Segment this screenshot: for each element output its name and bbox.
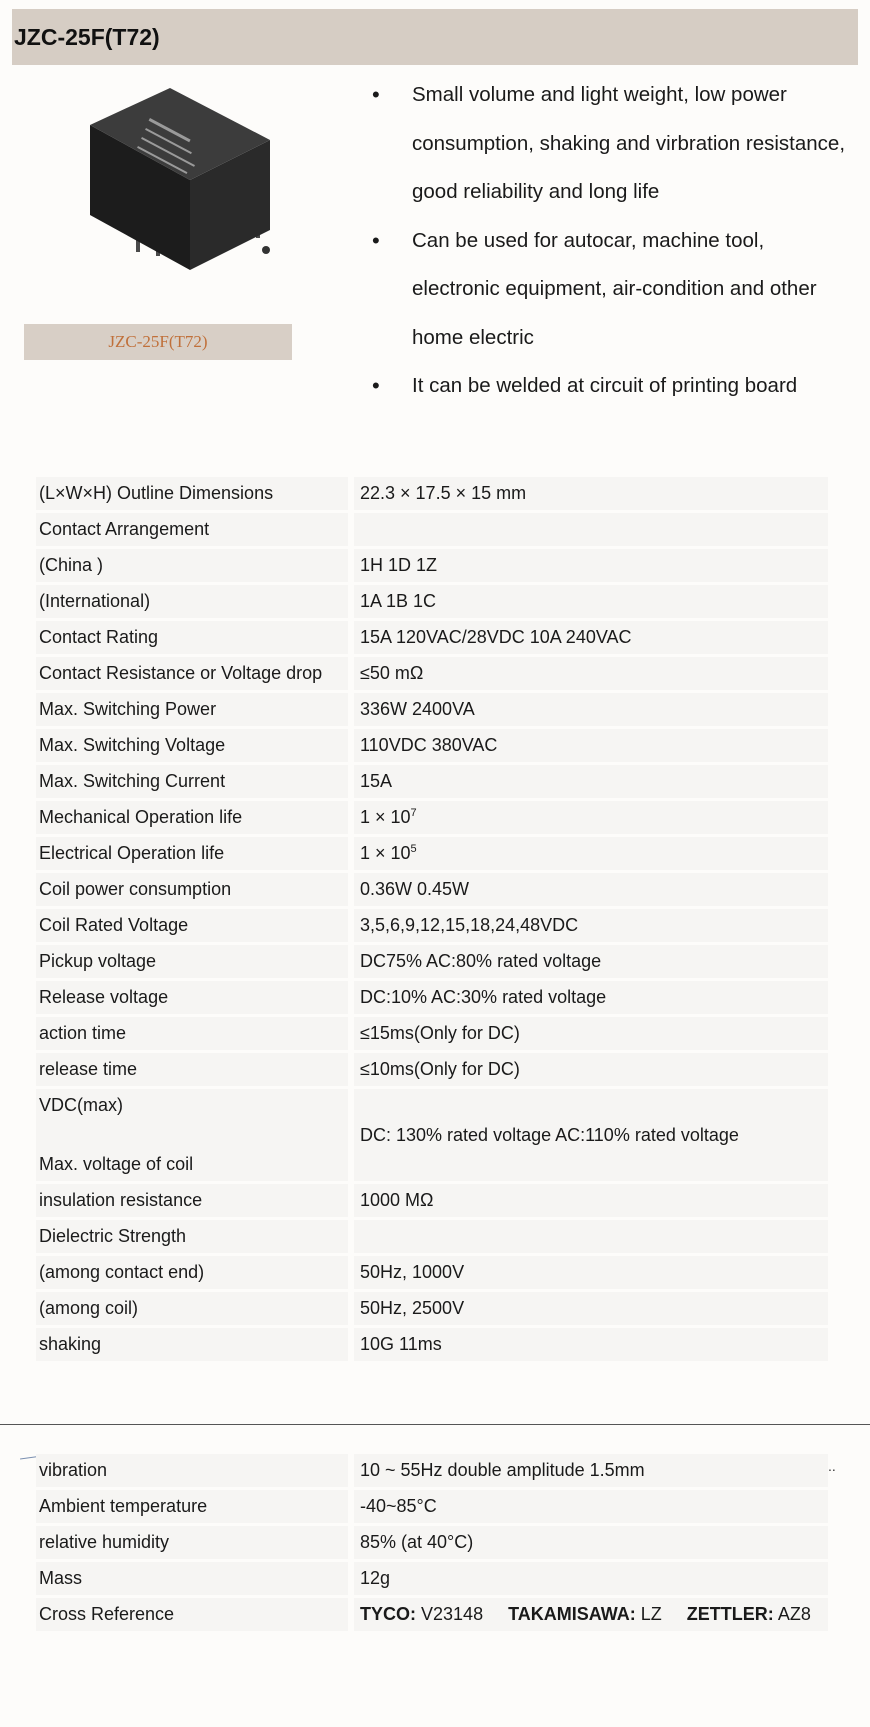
spec-value: -40~85°C	[348, 1490, 828, 1523]
table-row	[36, 1256, 828, 1289]
relay-dot	[262, 246, 270, 254]
table-row	[36, 1598, 828, 1631]
cross-reference-value	[348, 1598, 828, 1631]
spec-label: (L×W×H) Outline Dimensions	[36, 477, 348, 510]
spec-value: 1000 MΩ	[348, 1184, 828, 1217]
feature-item: • Small volume and light weight, low power consumption, shaking and virbration resistance, good reliability and long life	[370, 71, 850, 217]
xref-part: AZ8	[777, 1604, 811, 1624]
value-exponent: 5	[410, 843, 417, 855]
spec-value: 15A	[348, 765, 828, 798]
spec-table-bottom	[36, 1451, 828, 1634]
table-row	[36, 981, 828, 1014]
spec-value: 85% (at 40°C)	[348, 1526, 828, 1559]
spec-label: Electrical Operation life	[36, 837, 348, 870]
feature-list	[370, 71, 850, 411]
xref-part: V23148	[421, 1604, 484, 1624]
table-row	[36, 1089, 828, 1181]
spec-label: insulation resistance	[36, 1184, 348, 1217]
spec-label: action time	[36, 1017, 348, 1050]
spec-value: 3,5,6,9,12,15,18,24,48VDC	[348, 909, 828, 942]
spec-label: Max. Switching Voltage	[36, 729, 348, 762]
spec-value: 336W 2400VA	[348, 693, 828, 726]
table-row	[36, 1328, 828, 1361]
spec-label: Contact Resistance or Voltage drop	[36, 657, 348, 690]
value-base: 1 × 10	[360, 843, 411, 863]
spec-label: vibration	[36, 1454, 348, 1487]
table-row	[36, 729, 828, 762]
table-row	[36, 549, 828, 582]
spec-label: shaking	[36, 1328, 348, 1361]
spec-label: Coil power consumption	[36, 873, 348, 906]
spec-label	[36, 1089, 348, 1181]
value-base: 1 × 10	[360, 807, 411, 827]
spec-value: 10 ~ 55Hz double amplitude 1.5mm	[348, 1454, 828, 1487]
spec-value: DC: 130% rated voltage AC:110% rated voltage	[348, 1089, 828, 1181]
table-row	[36, 657, 828, 690]
spec-label: (International)	[36, 585, 348, 618]
spec-label: Mechanical Operation life	[36, 801, 348, 834]
spec-value: 1H 1D 1Z	[348, 549, 828, 582]
xref-brand: TAKAMISAWA:	[508, 1604, 636, 1624]
spec-label-line: VDC(max)	[39, 1095, 123, 1115]
xref-brand: TYCO:	[360, 1604, 416, 1624]
table-row	[36, 873, 828, 906]
spec-label: Max. Switching Current	[36, 765, 348, 798]
spec-value: 10G 11ms	[348, 1328, 828, 1361]
spec-label: (among contact end)	[36, 1256, 348, 1289]
spec-label: Contact Arrangement	[36, 513, 348, 546]
feature-item: • It can be welded at circuit of printing board	[370, 362, 850, 411]
page-divider	[0, 1424, 870, 1425]
spec-value: 12g	[348, 1562, 828, 1595]
spec-label: Release voltage	[36, 981, 348, 1014]
table-row	[36, 1184, 828, 1217]
spec-label: Cross Reference	[36, 1598, 348, 1631]
table-row	[36, 621, 828, 654]
table-row	[36, 945, 828, 978]
spec-value: ≤50 mΩ	[348, 657, 828, 690]
spec-label-line: Max. voltage of coil	[39, 1154, 194, 1174]
spec-value: 15A 120VAC/28VDC 10A 240VAC	[348, 621, 828, 654]
spec-value: DC75% AC:80% rated voltage	[348, 945, 828, 978]
spec-label: Contact Rating	[36, 621, 348, 654]
spec-value: ≤10ms(Only for DC)	[348, 1053, 828, 1086]
value-exponent: 7	[410, 807, 417, 819]
stray-dots: ..	[828, 1458, 836, 1474]
spec-value	[348, 837, 828, 870]
spec-value	[348, 513, 828, 546]
table-row	[36, 909, 828, 942]
title-bar	[12, 9, 858, 65]
page-title: JZC-25F(T72)	[14, 23, 160, 50]
spec-value	[348, 1220, 828, 1253]
table-row	[36, 1526, 828, 1559]
table-row	[36, 1454, 828, 1487]
spec-label: (among coil)	[36, 1292, 348, 1325]
spec-value: 0.36W 0.45W	[348, 873, 828, 906]
spec-label: Pickup voltage	[36, 945, 348, 978]
relay-image	[80, 80, 310, 290]
table-row	[36, 837, 828, 870]
image-caption: JZC-25F(T72)	[24, 324, 292, 360]
spec-value: 110VDC 380VAC	[348, 729, 828, 762]
xref-part: LZ	[640, 1604, 662, 1624]
spec-value: 50Hz, 1000V	[348, 1256, 828, 1289]
spec-label: Max. Switching Power	[36, 693, 348, 726]
spec-label: Ambient temperature	[36, 1490, 348, 1523]
split-label	[39, 1089, 345, 1181]
spec-label: Dielectric Strength	[36, 1220, 348, 1253]
spec-value	[348, 801, 828, 834]
table-row	[36, 801, 828, 834]
xref-brand: ZETTLER:	[686, 1604, 774, 1624]
feature-item: • Can be used for autocar, machine tool, electronic equipment, air-condition and other home electric	[370, 217, 850, 363]
table-row	[36, 1490, 828, 1523]
table-row	[36, 477, 828, 510]
table-row	[36, 765, 828, 798]
table-row	[36, 693, 828, 726]
spec-value: DC:10% AC:30% rated voltage	[348, 981, 828, 1014]
spec-value: 50Hz, 2500V	[348, 1292, 828, 1325]
table-row	[36, 585, 828, 618]
spec-label: release time	[36, 1053, 348, 1086]
table-row	[36, 513, 828, 546]
spec-label: Mass	[36, 1562, 348, 1595]
spec-value: 1A 1B 1C	[348, 585, 828, 618]
table-row	[36, 1562, 828, 1595]
spec-table-top	[36, 474, 828, 1364]
spec-label: (China )	[36, 549, 348, 582]
spec-label: Coil Rated Voltage	[36, 909, 348, 942]
spec-value: 22.3 × 17.5 × 15 mm	[348, 477, 828, 510]
table-row	[36, 1292, 828, 1325]
spec-value: ≤15ms(Only for DC)	[348, 1017, 828, 1050]
spec-label: relative humidity	[36, 1526, 348, 1559]
table-row	[36, 1220, 828, 1253]
table-row	[36, 1017, 828, 1050]
table-row	[36, 1053, 828, 1086]
